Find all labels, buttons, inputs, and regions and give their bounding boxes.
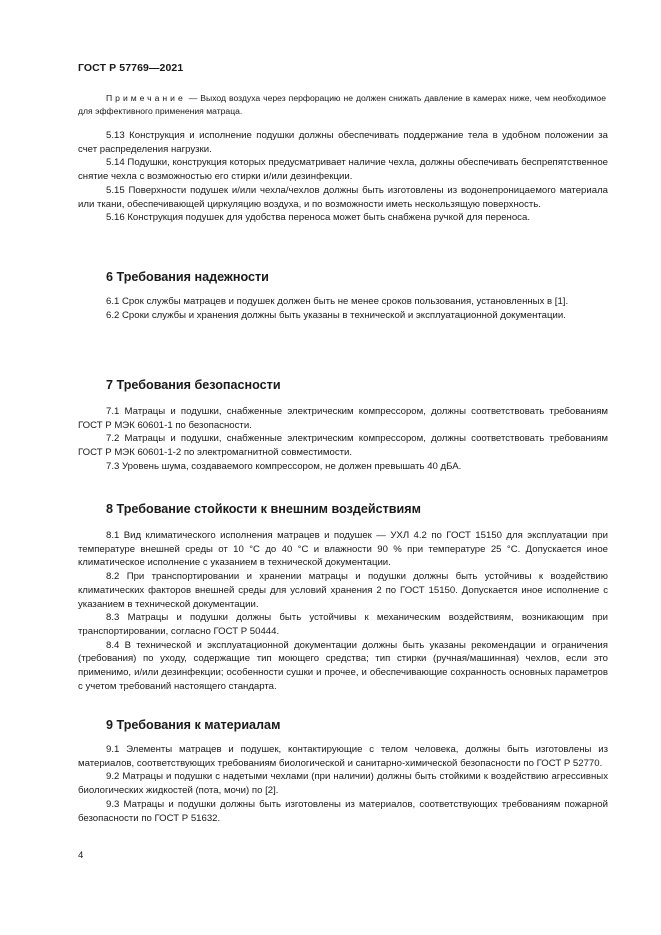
paragraph-8-1: 8.1 Вид климатического исполнения матрацев и подушек — УХЛ 4.2 по ГОСТ 15150 для эксплуатации при температуре внешней среды от 10 °С до 40 °С и влажности 90 % при температуре 25 °С. Допускается иное климатическое исполнение с указанием в технической документации. — [78, 530, 608, 569]
paragraph-8-3: 8.3 Матрацы и подушки должны быть устойчивы к механическим воздействиям, возникающим при транспортировании, согласно ГОСТ Р 50444. — [78, 612, 608, 637]
paragraph-6-2: 6.2 Сроки службы и хранения должны быть указаны в технической и эксплуатационной документации. — [106, 309, 566, 321]
section-6-block — [78, 295, 608, 322]
section-9-heading: 9 Требования к материалам — [106, 718, 281, 732]
paragraph-7-3: 7.3 Уровень шума, создаваемого компрессором, не должен превышать 40 дБА. — [106, 460, 462, 472]
section-7-block — [78, 405, 608, 474]
paragraph-5-13: 5.13 Конструкция и исполнение подушки должны обеспечивать поддержание тела в удобном положении за счет распределения нагрузки. — [78, 130, 608, 155]
paragraph-8-2: 8.2 При транспортировании и хранении матрацы и подушки должны быть устойчивы к воздействию климатических факторов внешней среды для условий хранения 2 по ГОСТ 15150. Допускается иное исполнение с указанием в технической документации. — [78, 571, 608, 610]
note-label: Примечание — [106, 93, 186, 103]
paragraph-6-1: 6.1 Срок службы матрацев и подушек должен быть не менее сроков пользования, установленных в [1]. — [106, 296, 569, 307]
section-7-heading: 7 Требования безопасности — [106, 378, 281, 392]
section-8-block — [78, 529, 608, 693]
paragraph-5-16: 5.16 Конструкция подушек для удобства переноса может быть снабжена ручкой для переноса. — [106, 212, 530, 224]
document-id: ГОСТ Р 57769—2021 — [78, 62, 184, 74]
note-text: — Выход воздуха через перфорацию не должен снижать давление в камерах ниже, чем необходимое для эффективного применения матраца. — [78, 93, 606, 116]
section-8-heading: 8 Требование стойкости к внешним воздействиям — [106, 502, 421, 516]
section-5-block — [78, 129, 608, 225]
paragraph-9-3: 9.3 Матрацы и подушки должны быть изготовлены из материалов, соответствующих требованиям пожарной безопасности по ГОСТ Р 51632. — [78, 798, 608, 824]
section-9-block — [78, 743, 608, 825]
paragraph-5-14: 5.14 Подушки, конструкция которых предусматривает наличие чехла, должны обеспечивать беспрепятственное снятие чехла с возможностью его стирки и/или дезинфекции. — [78, 157, 608, 183]
paragraph-9-2: 9.2 Матрацы и подушки с надетыми чехлами (при наличии) должны быть стойкими к воздействию агрессивных биологических жидкостей (пота, мочи) по [2]. — [78, 771, 608, 797]
paragraph-8-4: 8.4 В технической и эксплуатационной документации должны быть указаны рекомендации и ограничения (требования) по уходу, содержащие тип моющего средства; тип стирки (ручная/машинная) чехлов, если это применимо, и/или дезинфекции; особенности сушки и прочее, и обеспечивающие сохранность основных параметров с учетом требований настоящего стандарта. — [78, 639, 608, 692]
paragraph-7-2: 7.2 Матрацы и подушки, снабженные электрическим компрессором, должны соответствовать требованиям ГОСТ Р МЭК 60601-1-2 по электромагнитной совместимости. — [78, 433, 608, 459]
note — [78, 92, 606, 117]
paragraph-7-1: 7.1 Матрацы и подушки, снабженные электрическим компрессором, должны соответствовать требованиям ГОСТ Р МЭК 60601-1 по безопасности. — [78, 406, 608, 431]
paragraph-9-1: 9.1 Элементы матрацев и подушек, контактирующие с телом человека, должны быть изготовлены из материалов, соответствующих требованиям биологической и санитарно-химической безопасности по ГОСТ Р 52770. — [78, 744, 608, 769]
page-number: 4 — [78, 850, 84, 861]
section-6-heading: 6 Требования надежности — [106, 270, 269, 284]
paragraph-5-15: 5.15 Поверхности подушек и/или чехла/чехлов должны быть изготовлены из водонепроницаемого материала или ткани, обеспечивающей циркуляцию воздуха, и по возможности иметь нескользящую поверхность. — [78, 184, 608, 210]
